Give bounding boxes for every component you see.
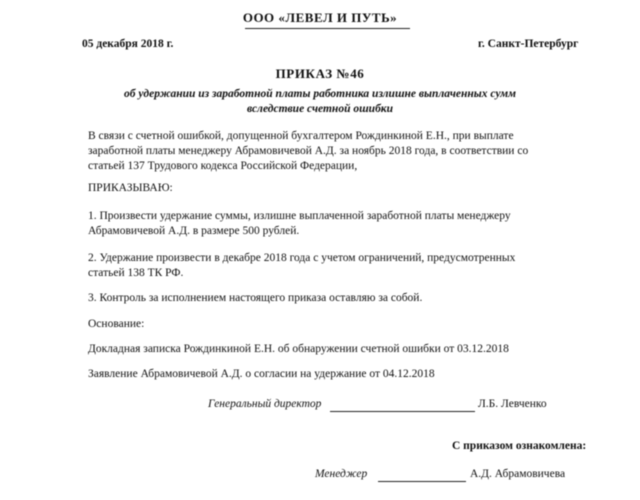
intro-line-1: В связи с счетной ошибкой, допущенной бухгалтером Рождинкиной Е.Н., при выплате: [88, 130, 514, 142]
acknowledgement-label: С приказом ознакомлена:: [452, 440, 587, 452]
manager-role: Менеджер: [315, 468, 368, 480]
director-role: Генеральный директор: [208, 398, 322, 410]
order-subject-line-1: об удержании из заработной платы работника излишне выплаченных сумм: [123, 88, 517, 100]
director-name: Л.Б. Левченко: [478, 398, 547, 410]
intro-line-3: статьей 137 Трудового кодекса Российской Федерации,: [88, 160, 358, 172]
organization-underline: [245, 28, 410, 29]
order-item-1-line-1: 1. Произвести удержание суммы, излишне выплаченной заработной платы менеджеру: [88, 210, 511, 222]
order-item-2-line-1: 2. Удержание произвести в декабре 2018 года с учетом ограничений, предусмотренных: [88, 252, 516, 264]
order-item-3: 3. Контроль за исполнением настоящего приказа оставляю за собой.: [88, 292, 423, 304]
order-item-2-line-2: статьей 138 ТК РФ.: [88, 267, 184, 279]
manager-signature-line: [378, 481, 466, 482]
basis-label: Основание:: [88, 318, 145, 330]
director-signature-line: [330, 411, 475, 412]
document-date: 05 декабря 2018 г.: [82, 38, 174, 50]
basis-item-2: Заявление Абрамовичевой А.Д. о согласии на удержание от 04.12.2018: [88, 368, 435, 380]
order-number: ПРИКАЗ №46: [275, 66, 365, 81]
order-item-1-line-2: Абрамовичевой А.Д. в размере 500 рублей.: [88, 225, 300, 237]
organization-name: ООО «ЛЕВЕЛ И ПУТЬ»: [242, 10, 398, 25]
manager-name: А.Д. Абрамовичева: [470, 468, 566, 480]
document-city: г. Санкт-Петербург: [478, 38, 579, 50]
basis-item-1: Докладная записка Рождинкиной Е.Н. об обнаружении счетной ошибки от 03.12.2018: [88, 343, 509, 355]
order-word: ПРИКАЗЫВАЮ:: [88, 182, 173, 194]
order-subject-line-2: вследствие счетной ошибки: [246, 103, 394, 115]
intro-line-2: заработной платы менеджеру Абрамовичевой А.Д. за ноябрь 2018 года, в соответствии со: [88, 145, 529, 157]
